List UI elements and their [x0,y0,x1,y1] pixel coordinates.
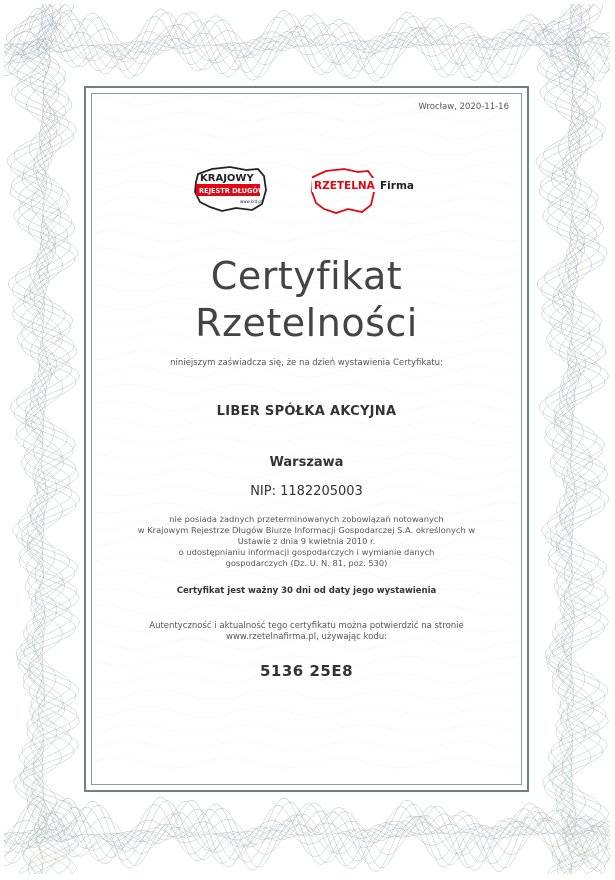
verification-code: 5136 25E8 [259,662,354,680]
company-city: Warszawa [269,455,344,470]
statement-line: gospodarczych (Dz. U. N. 81, poz. 530) [225,558,388,568]
statement-line: o udostępnianiu informacji gospodarczych i wymianie danych [178,547,435,557]
statement-text [112,514,501,569]
statement-line: w Krajowym Rejestrze Długów Biurze Informacji Gospodarczej S.A. określonych w [137,525,476,535]
company-nip: NIP: 1182205003 [250,484,363,499]
krd-logo-line1: KRAJOWY [200,173,254,184]
issue-date: Wrocław, 2020-11-16 [418,102,509,112]
verification-text [92,621,521,643]
rf-logo-word1: RZETELNA [314,180,375,192]
title-line-1: Certyfikat [210,254,403,298]
certificate-content [92,94,521,784]
statement-line: nie posiada żadnych przeterminowanych zobowiązań notowanych [169,514,444,524]
intro-text: niniejszym zaświadcza się, że na dzień wystawienia Certyfikatu: [170,358,443,368]
krd-logo-line2: REJESTR DŁUGÓW [199,187,266,195]
rf-logo-word2: Firma [380,180,414,192]
validity-text: Certyfikat jest ważny 30 dni od daty jego wystawienia [176,586,437,596]
title-line-2: Rzetelności [195,301,418,345]
krd-logo-url: www.krd.pl [240,199,263,204]
krd-logo [192,166,268,212]
rzetelna-firma-logo [310,168,428,214]
statement-line: Ustawie z dnia 9 kwietnia 2010 r. [237,536,376,546]
verification-line: Autentyczność i aktualność tego certyfikatu można potwierdzić na stronie [149,621,464,631]
company-name: LIBER SPÓŁKA AKCYJNA [216,404,397,419]
verification-line: www.rzetelnafirma.pl, używając kodu: [226,632,387,642]
